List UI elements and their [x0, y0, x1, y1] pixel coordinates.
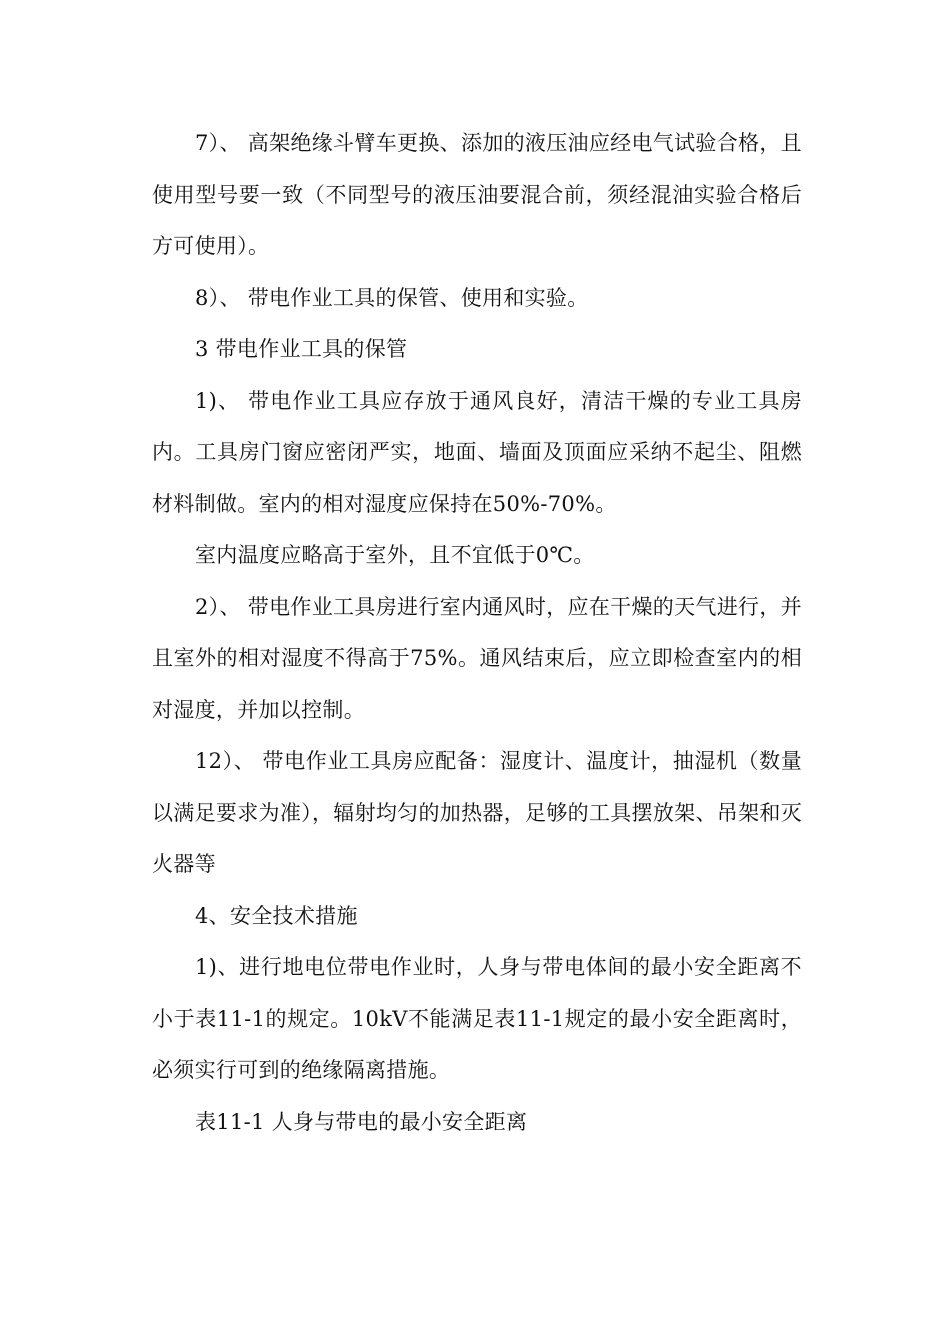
- section-heading-safety-measures: 4、安全技术措施: [195, 903, 358, 928]
- paragraph-indoor-temperature: 室内温度应略高于室外，且不宜低于0℃。: [195, 543, 595, 567]
- paragraph-storage-room: 1)、 带电作业工具应存放于通风良好，清洁干燥的专业工具房内。工具房门窗应密闭严实，地面、墙面及顶面应采纳不起尘、阻燃材料制做。室内的相对湿度应保持在50%-70%。: [152, 388, 802, 516]
- paragraph-hydraulic-oil: 7）、 高架绝缘斗臂车更换、添加的液压油应经电气试验合格，且使用型号要一致（不同型号的液压油要混合前，须经混油实验合格后方可使用）。: [152, 131, 802, 258]
- section-heading-tool-storage: 3 带电作业工具的保管: [195, 337, 408, 361]
- paragraph-tool-custody-usage: 8）、 带电作业工具的保管、使用和实验。: [195, 285, 589, 310]
- table-caption: 表11-1 人身与带电的最小安全距离: [195, 1109, 528, 1134]
- paragraph-minimum-distance: 1)、进行地电位带电作业时，人身与带电体间的最小安全距离不小于表11-1的规定。10kV不能满足表11-1规定的最小安全距离时，必须实行可到的绝缘隔离措施。: [152, 955, 802, 1082]
- paragraph-room-equipment: 12）、 带电作业工具房应配备：湿度计、温度计，抽湿机（数量以满足要求为准），辐射均匀的加热器，足够的工具摆放架、吊架和灭火器等: [152, 749, 802, 876]
- document-body: [152, 118, 802, 1148]
- paragraph-ventilation: 2）、 带电作业工具房进行室内通风时，应在干燥的天气进行，并且室外的相对湿度不得高于75%。通风结束后，应立即检查室内的相对湿度，并加以控制。: [152, 594, 802, 722]
